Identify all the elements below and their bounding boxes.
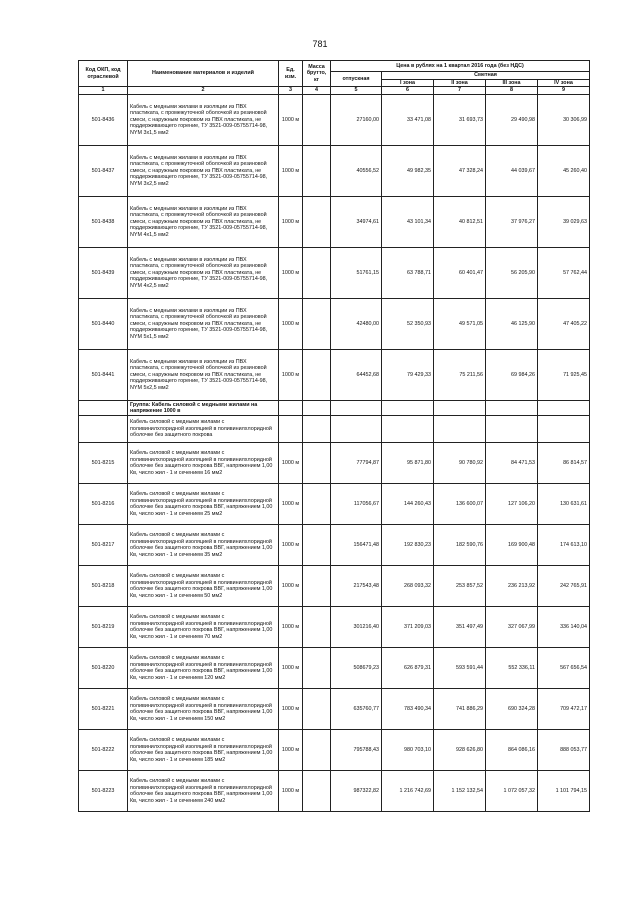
row-release-price: 27160,00: [331, 95, 382, 146]
header-price-title: Цена в рублях на 1 квартал 2016 года (без НДС): [331, 61, 590, 72]
row-name: Кабель с медными жилами в изоляции из ПВХ пластиката, с промежуточной оболочкой из резиновой смеси, с наружным покровом из ПВХ пластиката, не поддерживающего горение, ТУ 3521-009-05755714-98, NYM 3x2,5 мм2: [128, 146, 279, 197]
row-release-price: 117056,67: [331, 484, 382, 525]
column-number: 8: [486, 87, 538, 95]
table-row: [79, 689, 590, 730]
row-zone-2-price: 40 812,51: [434, 197, 486, 248]
row-zone-3-price: 84 471,53: [486, 443, 538, 484]
column-number: 7: [434, 87, 486, 95]
row-zone-3-price: 327 067,99: [486, 607, 538, 648]
page-number: 781: [312, 39, 328, 49]
row-mass: [303, 248, 331, 299]
row-zone-3-price: 1 072 057,32: [486, 771, 538, 812]
row-zone-2-price: 1 152 132,54: [434, 771, 486, 812]
row-zone-2-price: 351 497,49: [434, 607, 486, 648]
row-zone-1-price: 33 471,08: [382, 95, 434, 146]
row-unit: 1000 м: [279, 566, 303, 607]
table-row: [79, 484, 590, 525]
row-zone-1-price: 79 429,33: [382, 350, 434, 401]
row-mass: [303, 648, 331, 689]
row-unit: 1000 м: [279, 443, 303, 484]
column-number: 2: [128, 87, 279, 95]
row-unit: 1000 м: [279, 248, 303, 299]
table-row: [79, 607, 590, 648]
row-name: Кабель с медными жилами в изоляции из ПВХ пластиката, с промежуточной оболочкой из резиновой смеси, с наружным покровом из ПВХ пластиката, не поддерживающего горение, ТУ 3521-009-05755714-98, NYM 5x1,5 мм2: [128, 299, 279, 350]
row-name: Кабель силовой с медными жилами с поливинилхлоридной изоляцией в поливинилхлоридной оболочке без защитного покрова ВВГ, напряжением 1,00 Кв, число жил - 1 и сечением 25 мм2: [128, 484, 279, 525]
row-mass: [303, 146, 331, 197]
table-row: [79, 730, 590, 771]
row-zone-2-price: 75 211,56: [434, 350, 486, 401]
table-row: [79, 525, 590, 566]
row-code: 501-8216: [79, 484, 128, 525]
header-mass: Масса брутто, кг: [303, 61, 331, 87]
row-code: 501-8223: [79, 771, 128, 812]
header-zone-3: III зона: [486, 79, 538, 87]
row-code: 501-8220: [79, 648, 128, 689]
header-release: отпускная: [331, 72, 382, 87]
column-number: 4: [303, 87, 331, 95]
row-zone-3-price: 69 984,26: [486, 350, 538, 401]
row-zone-2-price: 60 401,47: [434, 248, 486, 299]
row-mass: [303, 484, 331, 525]
column-number: 5: [331, 87, 382, 95]
row-zone-3-price: 169 900,48: [486, 525, 538, 566]
row-mass: [303, 771, 331, 812]
table-row: [79, 299, 590, 350]
table-row: [79, 648, 590, 689]
row-mass: [303, 730, 331, 771]
table-row: [79, 350, 590, 401]
row-code: 501-8441: [79, 350, 128, 401]
row-unit: 1000 м: [279, 771, 303, 812]
row-name: Кабель силовой с медными жилами с поливинилхлоридной изоляцией в поливинилхлоридной оболочке без защитного покрова ВВГ, напряжением 1,00 Кв, число жил - 1 и сечением 185 мм2: [128, 730, 279, 771]
row-zone-4-price: 30 306,99: [538, 95, 590, 146]
row-mass: [303, 525, 331, 566]
row-release-price: 795788,43: [331, 730, 382, 771]
row-name: Кабель с медными жилами в изоляции из ПВХ пластиката, с промежуточной оболочкой из резиновой смеси, с наружным покровом из ПВХ пластиката, не поддерживающего горение, ТУ 3521-009-05755714-98, NYM 4x2,5 мм2: [128, 248, 279, 299]
row-name: Кабель с медными жилами в изоляции из ПВХ пластиката, с промежуточной оболочкой из резиновой смеси, с наружным покровом из ПВХ пластиката, не поддерживающего горение, ТУ 3521-009-05755714-98, NYM 4x1,5 мм2: [128, 197, 279, 248]
row-zone-3-price: 44 039,67: [486, 146, 538, 197]
row-name: Кабель силовой с медными жилами с поливинилхлоридной изоляцией в поливинилхлоридной оболочке без защитного покрова ВВГ, напряжением 1,00 Кв, число жил - 1 и сечением 240 мм2: [128, 771, 279, 812]
row-code: 501-8439: [79, 248, 128, 299]
row-zone-3-price: 236 213,92: [486, 566, 538, 607]
row-zone-2-price: 593 591,44: [434, 648, 486, 689]
row-zone-2-price: 182 590,76: [434, 525, 486, 566]
row-name: Кабель силовой с медными жилами с поливинилхлоридной изоляцией в поливинилхлоридной оболочке без защитного покрова ВВГ, напряжением 1,00 Кв, число жил - 1 и сечением 120 мм2: [128, 648, 279, 689]
row-zone-4-price: 86 814,57: [538, 443, 590, 484]
row-zone-3-price: 690 324,28: [486, 689, 538, 730]
table-row: [79, 443, 590, 484]
row-code: 501-8440: [79, 299, 128, 350]
row-zone-4-price: 71 925,45: [538, 350, 590, 401]
row-zone-4-price: 1 101 794,15: [538, 771, 590, 812]
row-zone-2-price: 741 886,29: [434, 689, 486, 730]
row-zone-4-price: 45 260,40: [538, 146, 590, 197]
row-zone-1-price: 49 982,35: [382, 146, 434, 197]
row-zone-2-price: 928 626,80: [434, 730, 486, 771]
row-release-price: 51761,15: [331, 248, 382, 299]
row-code: 501-8437: [79, 146, 128, 197]
row-release-price: 64452,68: [331, 350, 382, 401]
row-zone-1-price: 63 788,71: [382, 248, 434, 299]
row-mass: [303, 689, 331, 730]
row-mass: [303, 443, 331, 484]
row-unit: 1000 м: [279, 350, 303, 401]
row-code: 501-8438: [79, 197, 128, 248]
row-zone-1-price: 1 216 742,69: [382, 771, 434, 812]
table-row: [79, 566, 590, 607]
row-unit: 1000 м: [279, 689, 303, 730]
header-code: Код ОКП, код отраслевой: [79, 61, 128, 87]
group-title: Группа: Кабель силовой с медными жилами на напряжение 1000 в: [128, 401, 279, 416]
row-code: 501-8222: [79, 730, 128, 771]
row-code: 501-8221: [79, 689, 128, 730]
subgroup-row: [79, 416, 590, 443]
row-unit: 1000 м: [279, 525, 303, 566]
row-zone-2-price: 49 571,05: [434, 299, 486, 350]
row-zone-3-price: 864 086,16: [486, 730, 538, 771]
row-unit: 1000 м: [279, 197, 303, 248]
row-zone-2-price: 31 693,73: [434, 95, 486, 146]
row-unit: 1000 м: [279, 299, 303, 350]
row-zone-1-price: 43 101,34: [382, 197, 434, 248]
row-unit: 1000 м: [279, 730, 303, 771]
row-mass: [303, 95, 331, 146]
row-zone-3-price: 29 490,98: [486, 95, 538, 146]
row-name: Кабель с медными жилами в изоляции из ПВХ пластиката, с промежуточной оболочкой из резиновой смеси, с наружным покровом из ПВХ пластиката, не поддерживающего горение, ТУ 3521-009-05755714-98, NYM 5x2,5 мм2: [128, 350, 279, 401]
row-code: 501-8217: [79, 525, 128, 566]
header-zone-1: I зона: [382, 79, 434, 87]
row-zone-4-price: 130 631,61: [538, 484, 590, 525]
row-code: 501-8218: [79, 566, 128, 607]
row-zone-4-price: 567 656,54: [538, 648, 590, 689]
row-zone-1-price: 95 871,80: [382, 443, 434, 484]
table-row: [79, 197, 590, 248]
row-release-price: 42480,00: [331, 299, 382, 350]
row-release-price: 301216,40: [331, 607, 382, 648]
table-row: [79, 146, 590, 197]
table-row: [79, 95, 590, 146]
header-zone-4: IV зона: [538, 79, 590, 87]
row-release-price: 987322,82: [331, 771, 382, 812]
row-release-price: 508679,23: [331, 648, 382, 689]
row-zone-2-price: 253 857,52: [434, 566, 486, 607]
column-number: 9: [538, 87, 590, 95]
row-zone-4-price: 39 029,63: [538, 197, 590, 248]
row-zone-1-price: 371 209,03: [382, 607, 434, 648]
row-zone-4-price: 57 762,44: [538, 248, 590, 299]
row-zone-1-price: 52 350,93: [382, 299, 434, 350]
row-name: Кабель силовой с медными жилами с поливинилхлоридной изоляцией в поливинилхлоридной оболочке без защитного покрова ВВГ, напряжением 1,00 Кв, число жил - 1 и сечением 50 мм2: [128, 566, 279, 607]
row-release-price: 34974,61: [331, 197, 382, 248]
row-zone-3-price: 552 336,11: [486, 648, 538, 689]
row-name: Кабель силовой с медными жилами с поливинилхлоридной изоляцией в поливинилхлоридной оболочке без защитного покрова ВВГ, напряжением 1,00 Кв, число жил - 1 и сечением 16 мм2: [128, 443, 279, 484]
row-code: 501-8436: [79, 95, 128, 146]
row-zone-4-price: 888 053,77: [538, 730, 590, 771]
column-number: 3: [279, 87, 303, 95]
row-unit: 1000 м: [279, 607, 303, 648]
row-zone-1-price: 783 490,34: [382, 689, 434, 730]
row-name: Кабель силовой с медными жилами с поливинилхлоридной изоляцией в поливинилхлоридной оболочке без защитного покрова ВВГ, напряжением 1,00 Кв, число жил - 1 и сечением 35 мм2: [128, 525, 279, 566]
column-number-row: [79, 87, 590, 95]
table-row: [79, 771, 590, 812]
row-zone-1-price: 980 703,10: [382, 730, 434, 771]
header-estimate: Сметная: [382, 72, 590, 80]
row-zone-4-price: 242 765,91: [538, 566, 590, 607]
group-subtitle: Кабель силовой с медными жилами с поливинилхлоридной изоляцией в поливинилхлоридной оболочке без защитного покрова: [128, 416, 279, 443]
row-mass: [303, 197, 331, 248]
row-release-price: 40556,52: [331, 146, 382, 197]
row-mass: [303, 299, 331, 350]
price-table: [78, 60, 590, 812]
row-unit: 1000 м: [279, 484, 303, 525]
row-unit: 1000 м: [279, 648, 303, 689]
header-name: Наименование материалов и изделий: [128, 61, 279, 87]
row-unit: 1000 м: [279, 146, 303, 197]
row-release-price: 156471,48: [331, 525, 382, 566]
group-row: [79, 401, 590, 416]
row-zone-4-price: 709 472,17: [538, 689, 590, 730]
row-zone-3-price: 127 106,20: [486, 484, 538, 525]
header-unit: Ед. изм.: [279, 61, 303, 87]
table-row: [79, 248, 590, 299]
row-zone-1-price: 144 260,43: [382, 484, 434, 525]
row-code: 501-8215: [79, 443, 128, 484]
row-name: Кабель силовой с медными жилами с поливинилхлоридной изоляцией в поливинилхлоридной оболочке без защитного покрова ВВГ, напряжением 1,00 Кв, число жил - 1 и сечением 70 мм2: [128, 607, 279, 648]
row-release-price: 217543,48: [331, 566, 382, 607]
header-zone-2: II зона: [434, 79, 486, 87]
column-number: 1: [79, 87, 128, 95]
row-mass: [303, 566, 331, 607]
row-zone-1-price: 192 830,23: [382, 525, 434, 566]
row-zone-3-price: 46 125,90: [486, 299, 538, 350]
row-mass: [303, 607, 331, 648]
row-zone-4-price: 174 613,10: [538, 525, 590, 566]
row-zone-2-price: 90 780,92: [434, 443, 486, 484]
row-zone-2-price: 136 600,07: [434, 484, 486, 525]
row-unit: 1000 м: [279, 95, 303, 146]
row-mass: [303, 350, 331, 401]
row-zone-4-price: 47 405,22: [538, 299, 590, 350]
row-release-price: 635760,77: [331, 689, 382, 730]
row-zone-3-price: 37 976,27: [486, 197, 538, 248]
row-code: 501-8219: [79, 607, 128, 648]
row-zone-2-price: 47 328,24: [434, 146, 486, 197]
row-zone-1-price: 626 879,31: [382, 648, 434, 689]
row-release-price: 77794,87: [331, 443, 382, 484]
row-zone-4-price: 336 140,04: [538, 607, 590, 648]
row-name: Кабель с медными жилами в изоляции из ПВХ пластиката, с промежуточной оболочкой из резиновой смеси, с наружным покровом из ПВХ пластиката, не поддерживающего горение, ТУ 3521-009-05755714-98, NYM 3x1,5 мм2: [128, 95, 279, 146]
column-number: 6: [382, 87, 434, 95]
row-zone-1-price: 268 093,32: [382, 566, 434, 607]
row-zone-3-price: 56 205,90: [486, 248, 538, 299]
row-name: Кабель силовой с медными жилами с поливинилхлоридной изоляцией в поливинилхлоридной оболочке без защитного покрова ВВГ, напряжением 1,00 Кв, число жил - 1 и сечением 150 мм2: [128, 689, 279, 730]
